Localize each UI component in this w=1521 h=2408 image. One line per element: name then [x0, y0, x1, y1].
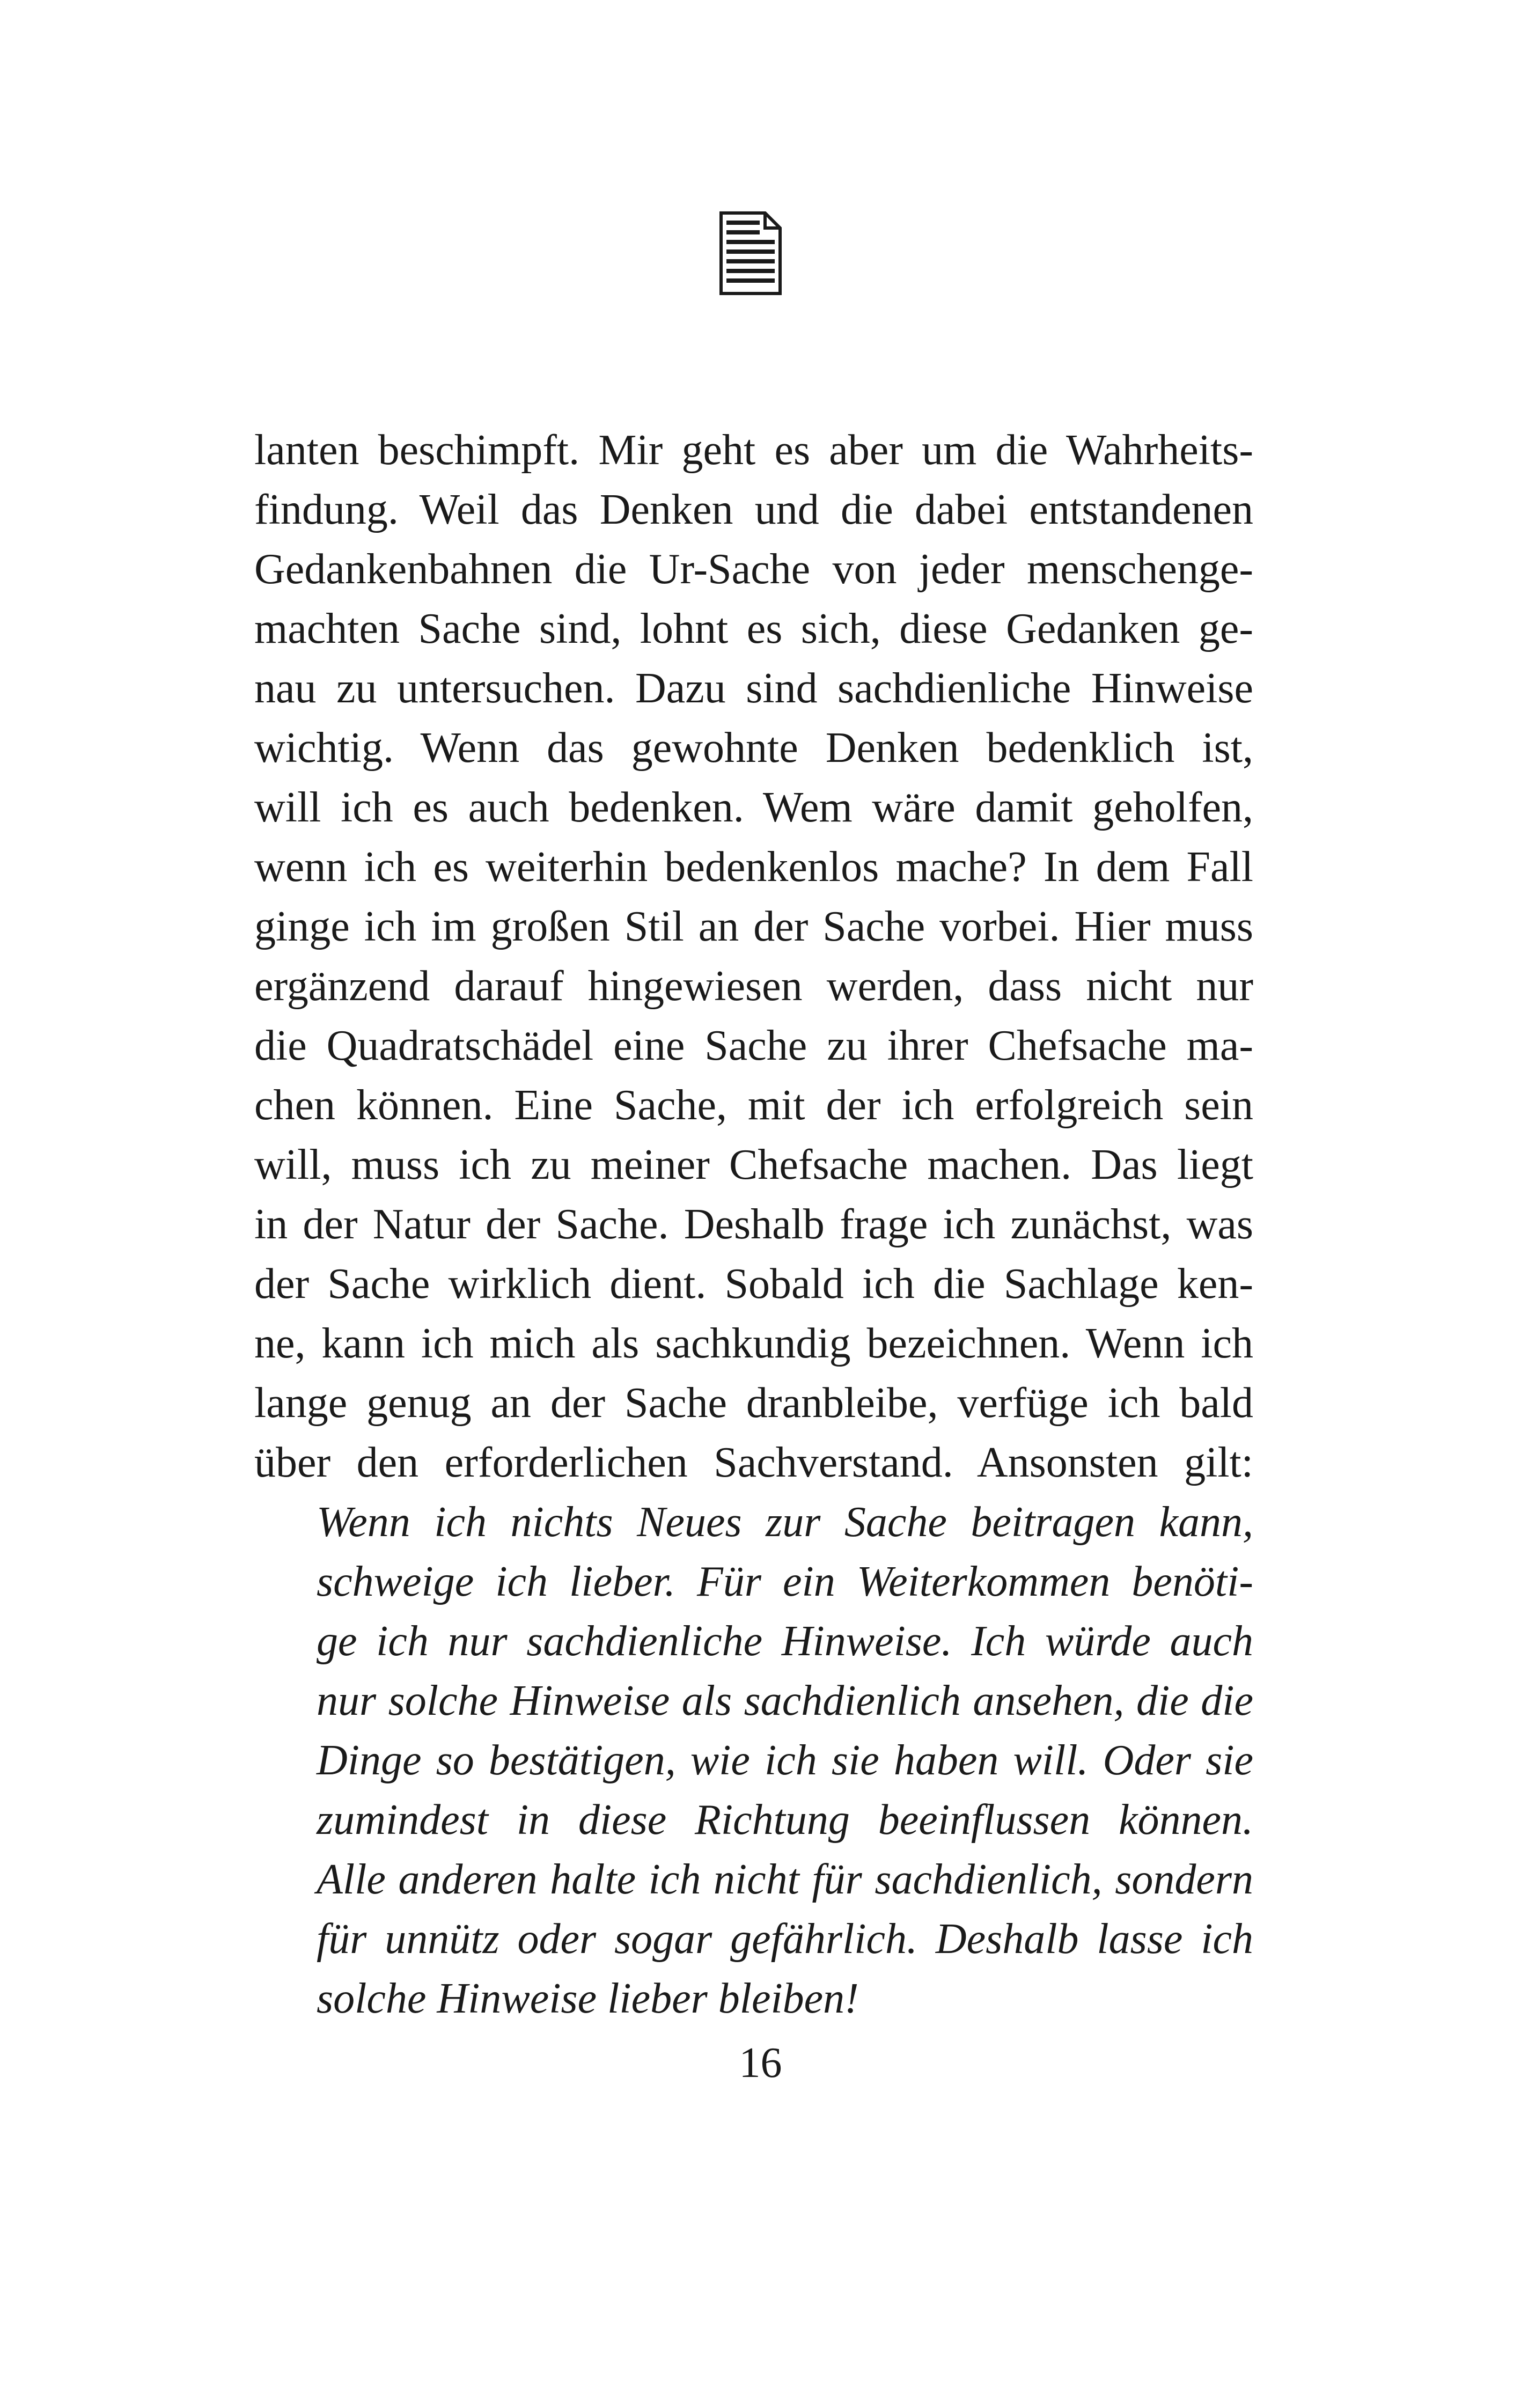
text-line: ergänzend darauf hingewiesen werden, dass nicht nur [254, 963, 1253, 1010]
quote-line: Wenn ich nichts Neues zur Sache beitragen kann, [317, 1499, 1253, 1546]
text-line: ne, kann ich mich als sachkundig bezeichnen. Wenn ich [254, 1320, 1253, 1367]
text-line: der Sache wirklich dient. Sobald ich die Sachlage ken- [254, 1260, 1253, 1308]
document-icon [719, 211, 782, 296]
text-line: lange genug an der Sache dranbleibe, verfüge ich bald [254, 1379, 1253, 1427]
text-line: wichtig. Wenn das gewohnte Denken bedenklich ist, [254, 724, 1253, 772]
text-line: chen können. Eine Sache, mit der ich erfolgreich sein [254, 1082, 1253, 1129]
page-text [254, 421, 1253, 2029]
text-line: in der Natur der Sache. Deshalb frage ich zunächst, was [254, 1201, 1253, 1248]
quote-line: solche Hinweise lieber bleiben! [317, 1975, 859, 2022]
text-line: ginge ich im großen Stil an der Sache vorbei. Hier muss [254, 903, 1253, 950]
text-line: Gedankenbahnen die Ur-Sache von jeder menschenge- [254, 546, 1253, 593]
text-line: nau zu untersuchen. Dazu sind sachdienliche Hinweise [254, 665, 1253, 712]
page-number: 16 [739, 2039, 782, 2087]
text-line: will ich es auch bedenken. Wem wäre damit geholfen, [254, 784, 1253, 831]
quote-line: Dinge so bestätigen, wie ich sie haben will. Oder sie [317, 1737, 1253, 1784]
quote-block [317, 1493, 1253, 2029]
text-line: findung. Weil das Denken und die dabei entstandenen [254, 486, 1253, 533]
text-line: die Quadratschädel eine Sache zu ihrer Chefsache ma- [254, 1022, 1253, 1069]
quote-line: schweige ich lieber. Für ein Weiterkommen benöti- [317, 1558, 1253, 1605]
text-line: über den erforderlichen Sachverstand. Ansonsten gilt: [254, 1439, 1253, 1486]
text-line: lanten beschimpft. Mir geht es aber um die Wahrheits- [254, 427, 1253, 474]
text-line: machten Sache sind, lohnt es sich, diese Gedanken ge- [254, 605, 1253, 652]
paragraph [254, 421, 1253, 1493]
text-line: will, muss ich zu meiner Chefsache machen. Das liegt [254, 1141, 1253, 1188]
text-line: wenn ich es weiterhin bedenkenlos mache? In dem Fall [254, 843, 1253, 891]
quote-line: nur solche Hinweise als sachdienlich ansehen, die die [317, 1677, 1253, 1724]
quote-line: für unnütz oder sogar gefährlich. Deshalb lasse ich [317, 1915, 1253, 1963]
quote-line: Alle anderen halte ich nicht für sachdienlich, sondern [317, 1856, 1253, 1903]
quote-line: ge ich nur sachdienliche Hinweise. Ich würde auch [317, 1618, 1253, 1665]
quote-line: zumindest in diese Richtung beeinflussen können. [317, 1796, 1253, 1844]
